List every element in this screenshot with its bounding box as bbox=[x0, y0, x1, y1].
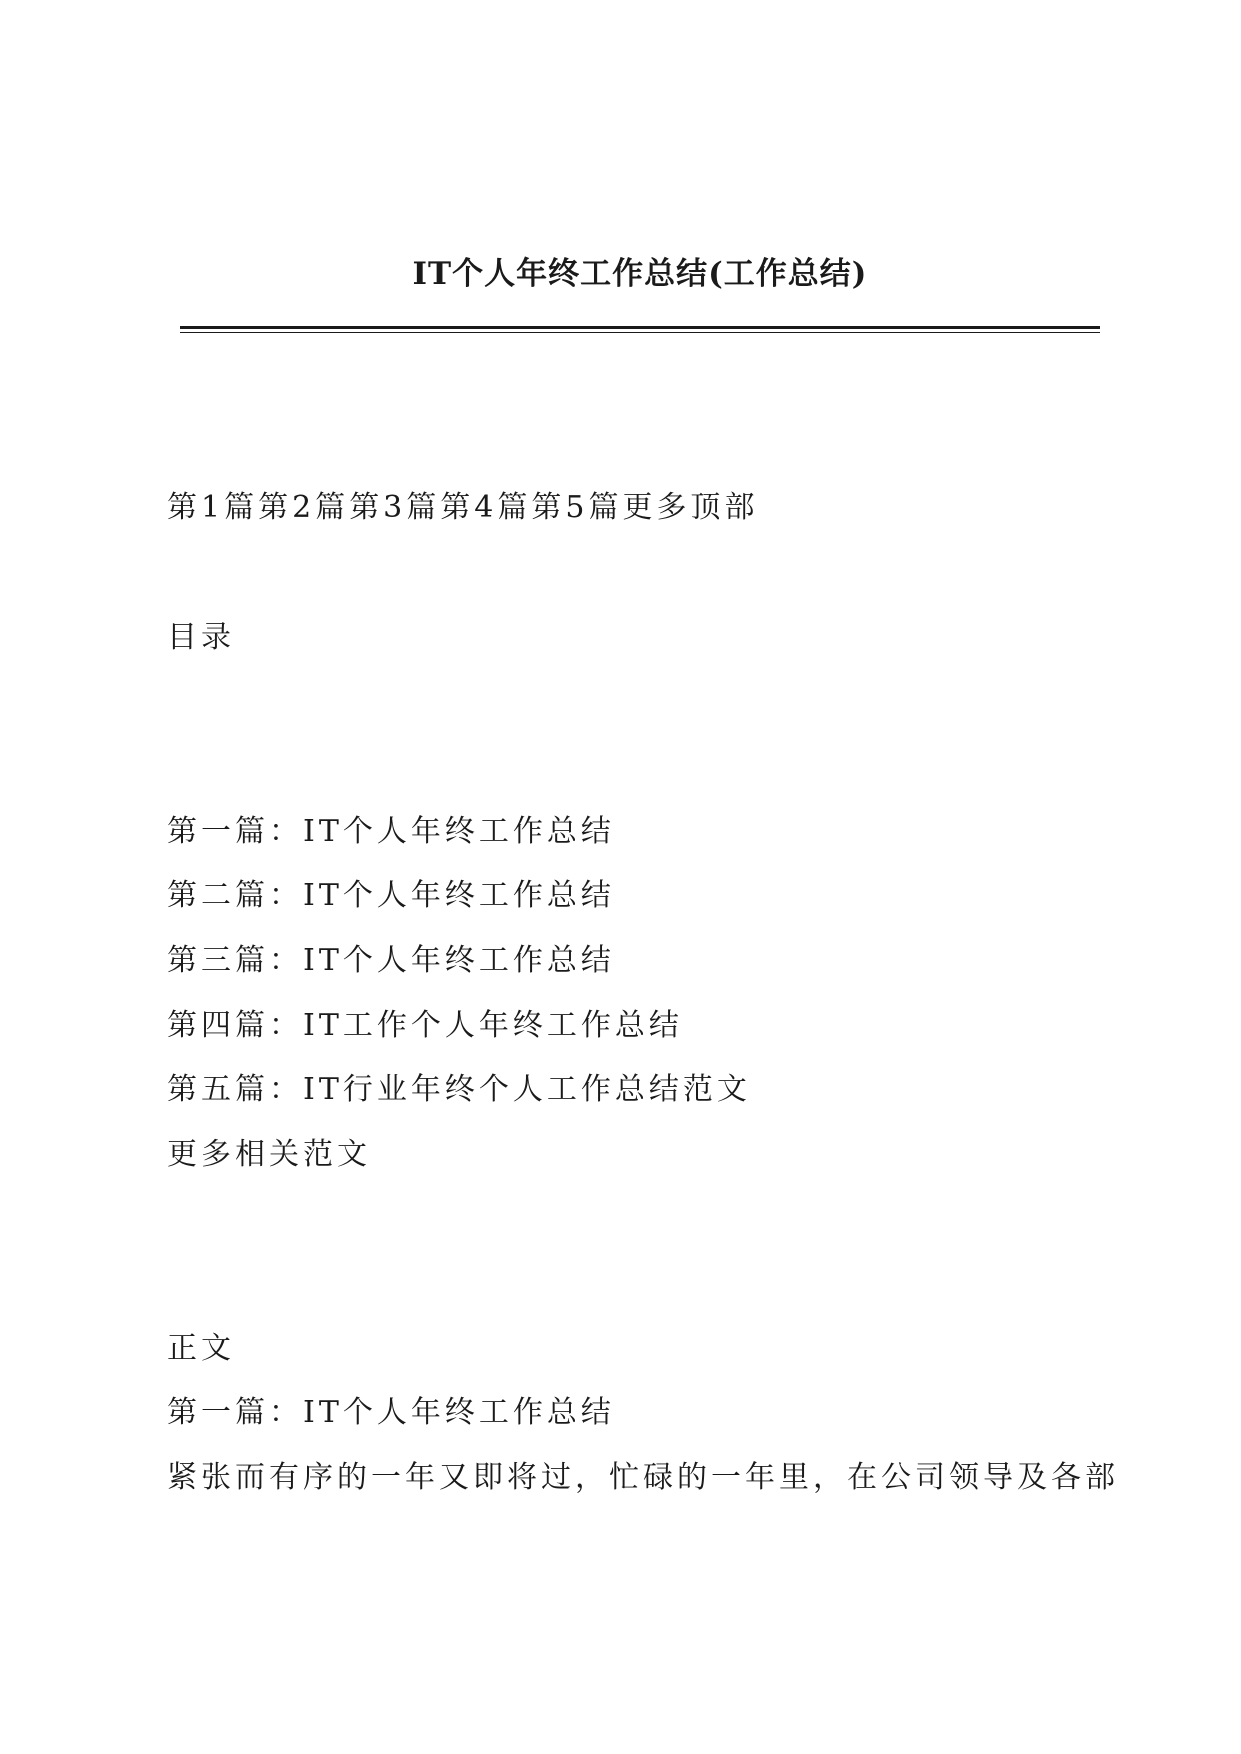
title-underline-thin bbox=[180, 332, 1100, 333]
nav-link-article-3[interactable]: 第3篇 bbox=[349, 490, 441, 525]
toc-item-5[interactable]: 第五篇：IT行业年终个人工作总结范文 bbox=[167, 1072, 751, 1107]
nav-link-article-4[interactable]: 第4篇 bbox=[440, 490, 532, 525]
nav-link-article-1[interactable]: 第1篇 bbox=[167, 490, 259, 525]
nav-link-more[interactable]: 更多 bbox=[622, 490, 691, 525]
toc-item-4[interactable]: 第四篇：IT工作个人年终工作总结 bbox=[167, 1008, 683, 1043]
toc-item-more[interactable]: 更多相关范文 bbox=[167, 1137, 371, 1172]
title-underline-thick bbox=[180, 326, 1100, 329]
article-nav bbox=[167, 488, 758, 528]
nav-link-top[interactable]: 顶部 bbox=[690, 490, 759, 525]
nav-link-article-2[interactable]: 第2篇 bbox=[258, 490, 350, 525]
toc-item-3[interactable]: 第三篇：IT个人年终工作总结 bbox=[167, 943, 615, 978]
toc-item-2[interactable]: 第二篇：IT个人年终工作总结 bbox=[167, 878, 615, 913]
toc-heading: 目录 bbox=[167, 620, 235, 655]
toc-item-1[interactable]: 第一篇：IT个人年终工作总结 bbox=[167, 814, 615, 849]
body-heading: 正文 bbox=[167, 1331, 235, 1366]
nav-link-article-5[interactable]: 第5篇 bbox=[531, 490, 623, 525]
body-paragraph: 紧张而有序的一年又即将过，忙碌的一年里，在公司领导及各部 bbox=[167, 1460, 1119, 1495]
document-title: IT个人年终工作总结(工作总结) bbox=[412, 256, 868, 292]
section-title: 第一篇：IT个人年终工作总结 bbox=[167, 1395, 615, 1430]
